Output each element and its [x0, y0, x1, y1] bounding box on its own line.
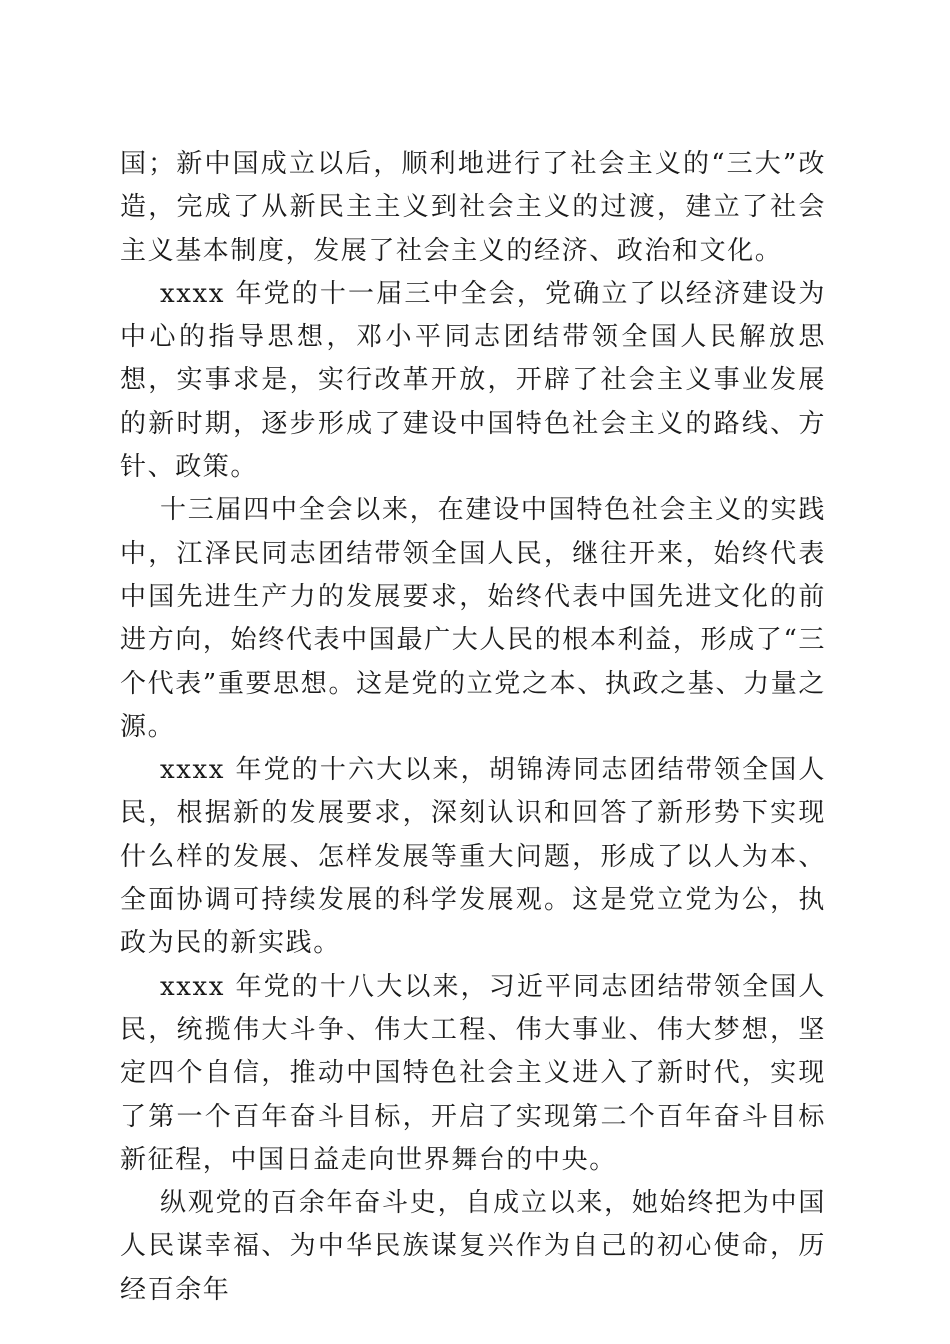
paragraph-scientific-outlook: xxxx 年党的十六大以来，胡锦涛同志团结带领全国人民，根据新的发展要求，深刻认识和回答了新形势下实现什么样的发展、怎样发展等重大问题，形成了以人为本、全面协调可持续发展的科学发展观。这是党立党为公，执政为民的新实践。 [120, 755, 826, 959]
paragraph-new-era: xxxx 年党的十八大以来，习近平同志团结带领全国人民，统揽伟大斗争、伟大工程、伟大事业、伟大梦想，坚定四个自信，推动中国特色社会主义进入了新时代，实现了第一个百年奋斗目标，开启了实现第二个百年奋斗目标新征程，中国日益走向世界舞台的中央。 [120, 971, 826, 1175]
paragraph-continuation: 国；新中国成立以后，顺利地进行了社会主义的“三大”改造，完成了从新民主主义到社会主义的过渡，建立了社会主义基本制度，发展了社会主义的经济、政治和文化。 [120, 149, 826, 266]
paragraph-century-history: 纵观党的百余年奋斗史，自成立以来，她始终把为中国人民谋幸福、为中华民族谋复兴作为自己的初心使命，历经百余年 [120, 1188, 826, 1305]
paragraph-three-represents: 十三届四中全会以来，在建设中国特色社会主义的实践中，江泽民同志团结带领全国人民，继往开来，始终代表中国先进生产力的发展要求，始终代表中国先进文化的前进方向，始终代表中国最广大人民的根本利益，形成了“三个代表”重要思想。这是党的立党之本、执政之基、力量之源。 [120, 495, 826, 742]
paragraph-third-plenum: xxxx 年党的十一届三中全会，党确立了以经济建设为中心的指导思想，邓小平同志团结带领全国人民解放思想，实事求是，实行改革开放，开辟了社会主义事业发展的新时期，逐步形成了建设中国特色社会主义的路线、方针、政策。 [120, 278, 826, 483]
document-body [120, 143, 826, 1312]
